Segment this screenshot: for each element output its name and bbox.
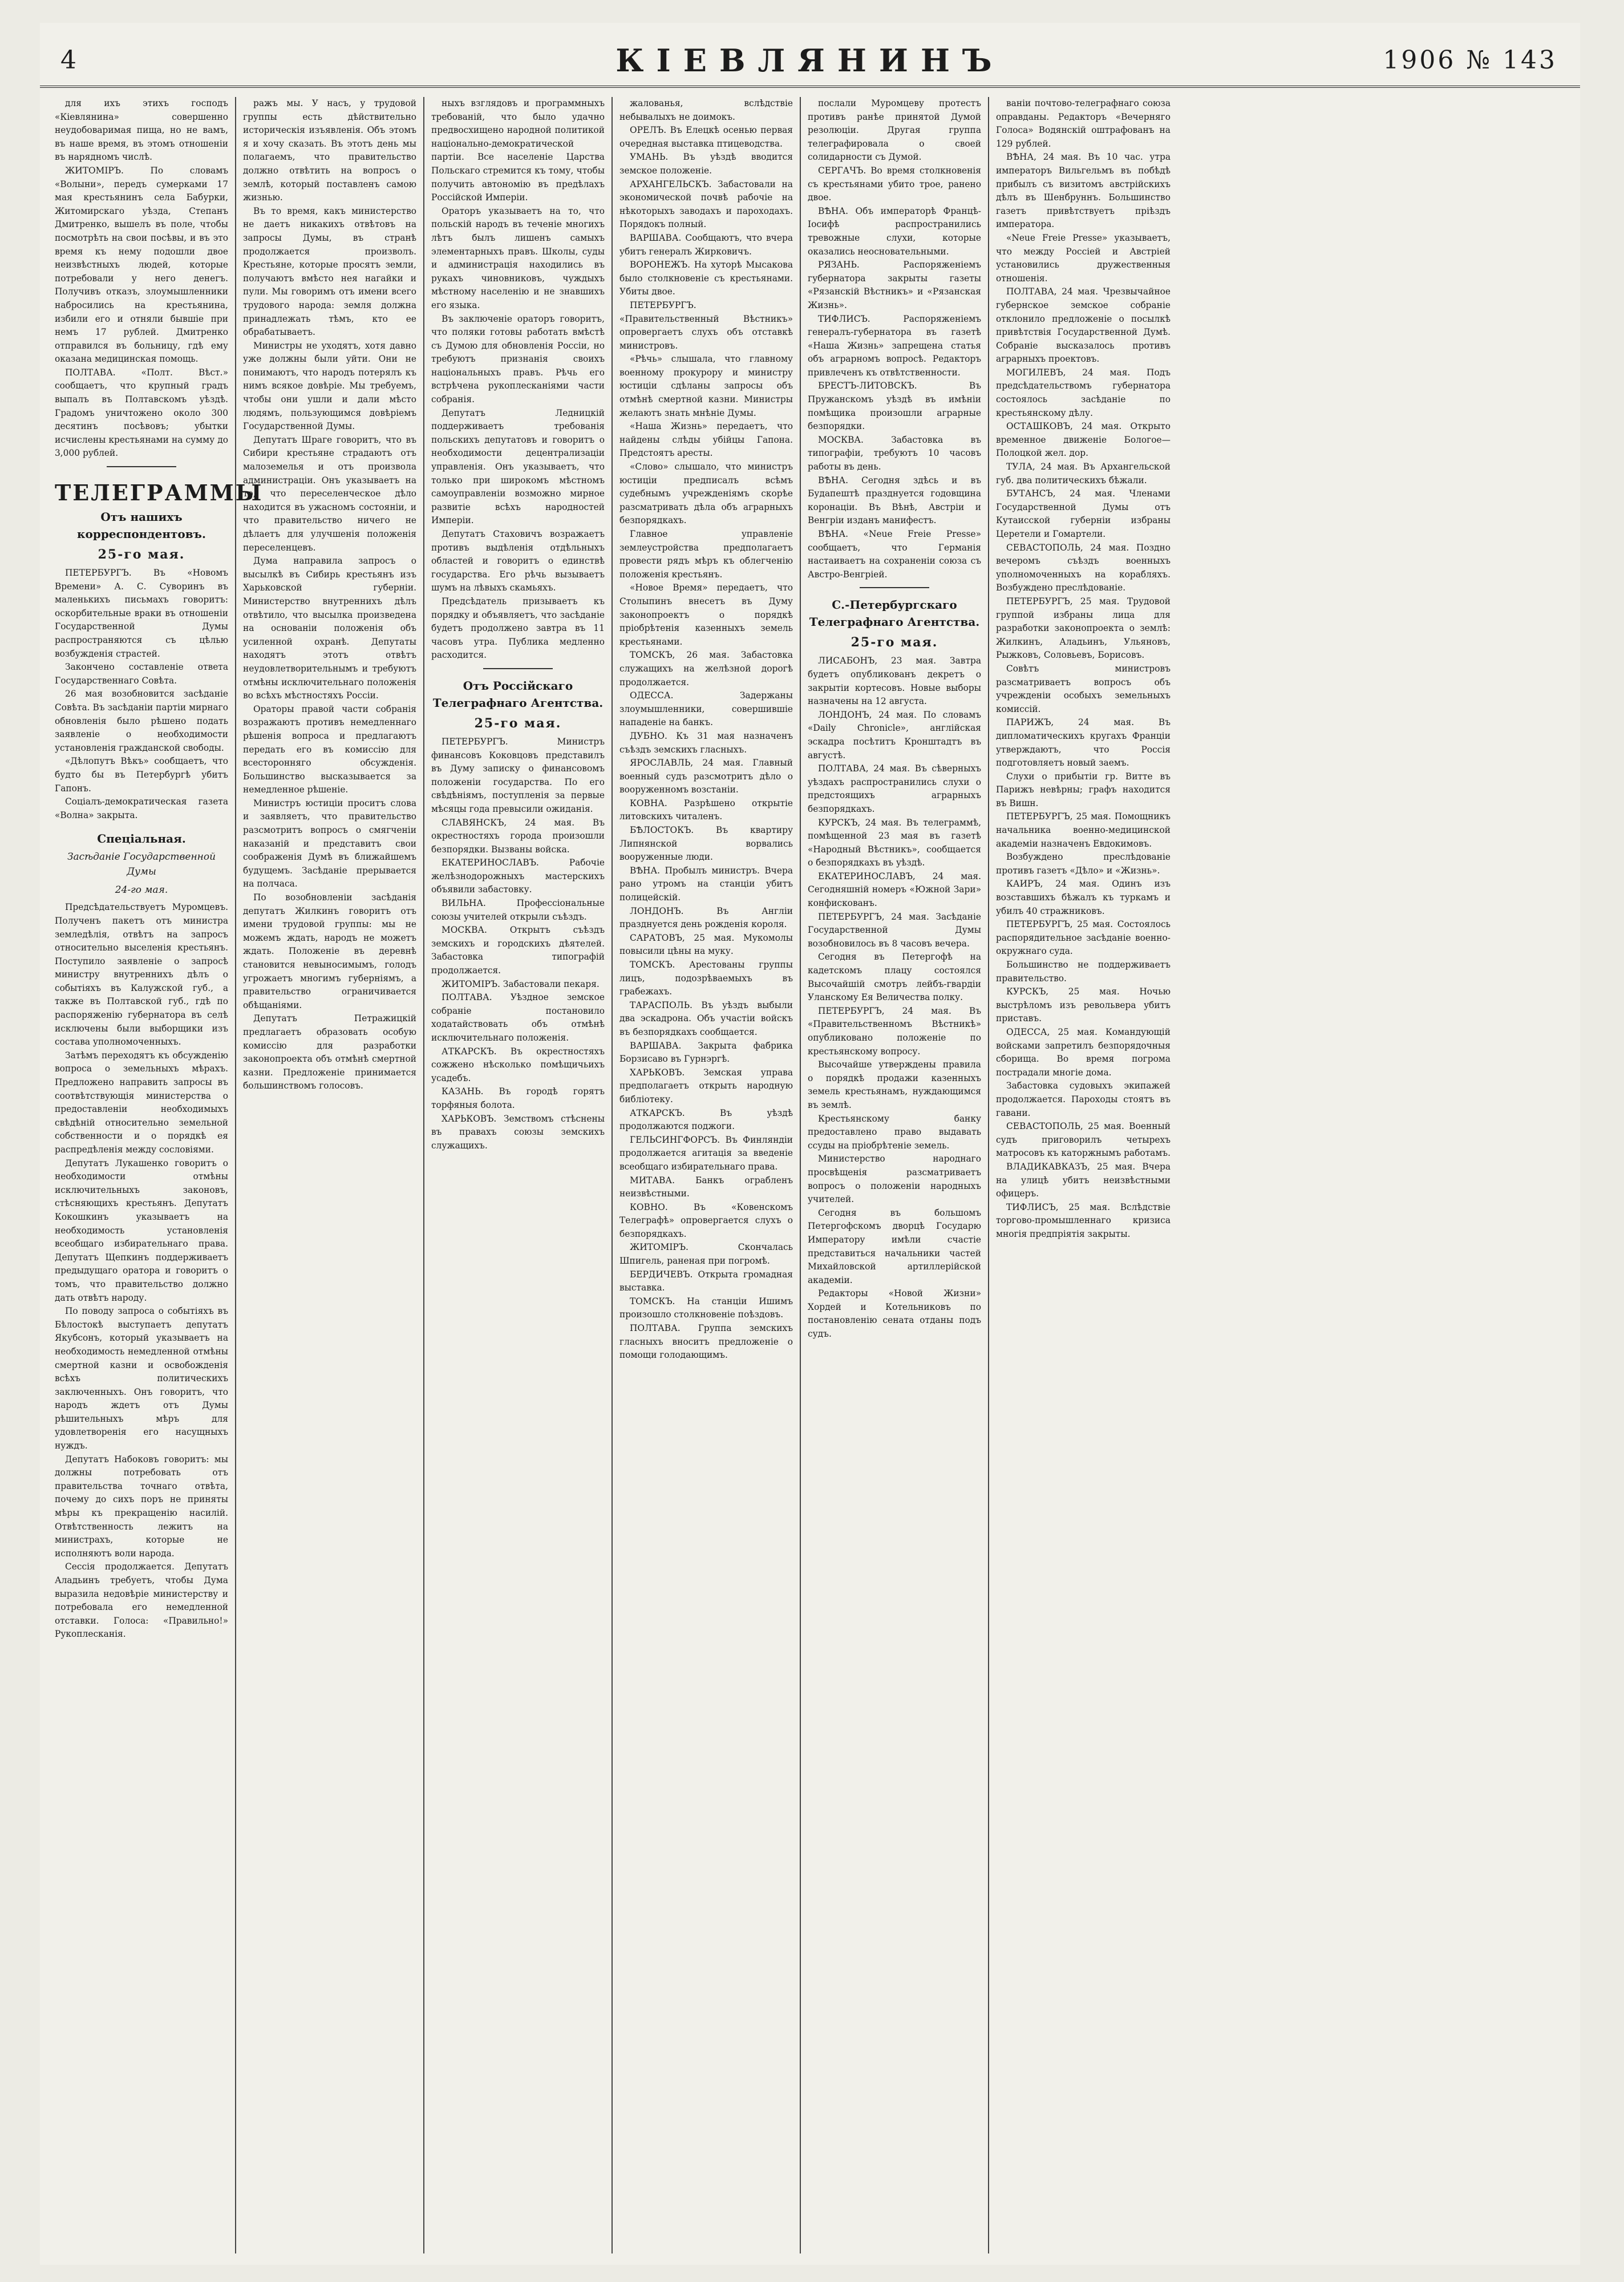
article-paragraph: По возобновленіи засѣданія депутатъ Жилкинъ говоритъ отъ имени трудовой группы: мы не можемъ ждать, народъ не можетъ ждать. Положеніе въ деревнѣ становится невыносимымъ, голодъ угрожаетъ многимъ губерніямъ, а правительство ограничивается обѣщаніями. (243, 892, 416, 1010)
article-paragraph: «Neue Freie Presse» указываетъ, что между Россіей и Австріей установились дружественныя отношенія. (996, 232, 1171, 284)
article-paragraph: Депутатъ Стаховичъ возражаетъ противъ выдѣленія отдѣльныхъ областей и говоритъ о единствѣ государства. Его рѣчь вызываетъ шумъ на лѣвыхъ скамьяхъ. (431, 529, 605, 593)
article-paragraph: Совѣтъ министровъ разсматриваетъ вопросъ объ учрежденіи особыхъ земельныхъ комиссій. (996, 663, 1171, 714)
column-3 (424, 97, 613, 2253)
article-paragraph: Затѣмъ переходятъ къ обсужденію вопроса о земельныхъ мѣрахъ. Предложено направить запросы въ соотвѣтствующія министерства о предоставленіи необходимыхъ свѣдѣній относительно земельной собственности и о порядкѣ ея распредѣленія между сословіями. (55, 1050, 228, 1155)
article-paragraph: Министерство народнаго просвѣщенія разсматриваетъ вопросъ о положеніи народныхъ учителей. (808, 1154, 981, 1205)
article-paragraph: БѢЛОСТОКЪ. Въ квартиру Липнянской ворвались вооруженные люди. (619, 825, 793, 863)
article-paragraph: ВѢНА. Объ императорѣ Францѣ-Іосифѣ распространились тревожные слухи, которые оказались неосновательными. (808, 205, 981, 257)
article-paragraph: СЕВАСТОПОЛЬ, 24 мая. Поздно вечеромъ съѣздъ военныхъ уполномоченныхъ на корабляхъ. Возбуждено преслѣдованіе. (996, 542, 1171, 593)
duma-session-heading: Засѣданіе Государственной Думы (67, 851, 216, 878)
date-heading: 25-го мая. (474, 715, 562, 731)
article-paragraph: АРХАНГЕЛЬСКЪ. Забастовали на экономической почвѣ рабочіе на нѣкоторыхъ заводахъ и пароходахъ. Порядокъ полный. (619, 179, 793, 230)
article-paragraph: ОРЕЛЪ. Въ Елецкѣ осенью первая очередная выставка птицеводства. (619, 125, 793, 149)
article-paragraph: ТОМСКЪ. На станціи Ишимъ произошло столкновеніе поѣздовъ. (619, 1296, 793, 1320)
article-paragraph: Дума направила запросъ о высылкѣ въ Сибирь крестьянъ изъ Харьковской губерніи. Министерство внутреннихъ дѣлъ отвѣтило, что высылка произведена на основаніи положенія объ усиленной охранѣ. Депутаты находятъ этотъ отвѣтъ неудовлетворительнымъ и требуютъ отмѣны исключительнаго положенія во всѣхъ мѣстностяхъ Россіи. (243, 556, 416, 701)
article-paragraph: ПОЛТАВА, 24 мая. Въ сѣверныхъ уѣздахъ распространились слухи о предстоящихъ аграрныхъ безпорядкахъ. (808, 763, 981, 814)
article-paragraph: АТКАРСКЪ. Въ окрестностяхъ сожжено нѣсколько помѣщичьихъ усадебъ. (431, 1046, 605, 1083)
date-heading: 25-го мая. (851, 635, 938, 650)
divider (107, 466, 176, 467)
article-paragraph: ВѢНА. «Neue Freie Presse» сообщаетъ, что Германія настаиваетъ на сохраненіи союза съ Австро-Венгріей. (808, 529, 981, 580)
article-paragraph: РЯЗАНЬ. Распоряженіемъ губернатора закрыты газеты «Рязанскій Вѣстникъ» и «Рязанская Жизнь». (808, 260, 981, 310)
article-paragraph: Возбуждено преслѣдованіе противъ газетъ «Дѣло» и «Жизнь». (996, 852, 1171, 876)
column-2 (236, 97, 424, 2253)
article-paragraph: Предсѣдатель призываетъ къ порядку и объявляетъ, что засѣданіе будетъ продолжено завтра въ 11 часовъ утра. Публика медленно расходится. (431, 596, 605, 661)
divider (860, 587, 929, 588)
article-paragraph: Ораторъ указываетъ на то, что польскій народъ въ теченіе многихъ лѣтъ былъ лишенъ самыхъ элементарныхъ правъ. Школы, суды и администрація находились въ рукахъ чиновниковъ, чуждыхъ мѣстному населенію и не знавшихъ его языка. (431, 205, 605, 310)
article-paragraph: Сегодня въ Петергофѣ на кадетскомъ плацу состоялся Высочайшій смотръ лейбъ-гвардіи Уланскому Ея Величества полку. (808, 952, 981, 1003)
article-paragraph: «Наша Жизнь» передаетъ, что найдены слѣды убійцы Гапона. Предстоятъ аресты. (619, 421, 793, 459)
columns (48, 97, 1577, 2253)
rta-heading: Отъ Россійскаго Телеграфнаго Агентства. (432, 678, 604, 710)
article-paragraph: ТИФЛИСЪ. Распоряженіемъ генералъ-губернатора въ газетѣ «Наша Жизнь» запрещена статья объ аграрномъ вопросѣ. Редакторъ привлеченъ къ отвѣтственности. (808, 313, 981, 378)
masthead (40, 34, 1580, 88)
issue-number: 1906 № 143 (1383, 46, 1557, 75)
article-paragraph: КАЗАНЬ. Въ городѣ горятъ торфяныя болота. (431, 1086, 605, 1110)
article-paragraph: Ораторы правой части собранія возражаютъ противъ немедленнаго рѣшенія вопроса и предлагаютъ передать его въ комиссію для всесторонняго обсужденія. Большинство высказывается за немедленное рѣшеніе. (243, 703, 416, 795)
article-paragraph: ГЕЛЬСИНГФОРСЪ. Въ Финляндіи продолжается агитація за введеніе всеобщаго избирательнаго права. (619, 1134, 793, 1172)
article-paragraph: ПЕТЕРБУРГЪ, 24 мая. Засѣданіе Государственной Думы возобновилось въ 8 часовъ вечера. (808, 911, 981, 949)
telegrams-heading: ТЕЛЕГРАММЫ (55, 480, 264, 506)
article-paragraph: ЖИТОМІРЪ. По словамъ «Волыни», передъ сумерками 17 мая крестьянинъ села Бабурки, Житомирскаго уѣзда, Степанъ Дмитренко, вышелъ въ поле, чтобы посмотрѣть на свои посѣвы, и въ это время къ нему подошли двое неизвѣстныхъ людей, которые потребовали у него денегъ. Получивъ отказъ, злоумышленники набросились на крестьянина, избили его и отняли бывшіе при немъ 17 рублей. Дмитренко отправился въ больницу, гдѣ ему оказана медицинская помощь. (55, 165, 228, 365)
article-paragraph: БЕРДИЧЕВЪ. Открыта громадная выставка. (619, 1269, 793, 1293)
article-paragraph: ПОЛТАВА, 24 мая. Чрезвычайное губернское земское собраніе отклонило предложеніе о посылкѣ привѣтствія Государственной Думѣ. Собраніе высказалось противъ аграрныхъ проектовъ. (996, 286, 1171, 365)
divider (483, 668, 553, 669)
article-paragraph: ПОЛТАВА. Группа земскихъ гласныхъ вноситъ предложеніе о помощи голодающимъ. (619, 1323, 793, 1361)
article-paragraph: для ихъ этихъ господъ «Кіевлянина» совершенно неудобоваримая пища, но не вамъ, въ наше время, въ этомъ отношеніи въ нарядномъ числѣ. (55, 98, 228, 163)
article-paragraph: Крестьянскому банку предоставлено право выдавать ссуды на пріобрѣтеніе земель. (808, 1113, 981, 1151)
article-paragraph: Слухи о прибытіи гр. Витте въ Парижъ невѣрны; графъ находится въ Вишн. (996, 771, 1171, 808)
article-paragraph: ВАРШАВА. Сообщаютъ, что вчера убитъ генералъ Жирковичъ. (619, 232, 793, 257)
article-paragraph: ТУЛА, 24 мая. Въ Архангельской губ. два политическихъ бѣжали. (996, 462, 1171, 485)
article-paragraph: Въ то время, какъ министерство не даетъ никакихъ отвѣтовъ на запросы Думы, въ странѣ продолжается произволъ. Крестьяне, которые просятъ земли, получаютъ вмѣсто нея нагайки и пули. Мы говоримъ отъ имени всего трудового народа: земля должна принадлежать тѣмъ, кто ее обрабатываетъ. (243, 205, 416, 338)
article-paragraph: ПЕТЕРБУРГЪ, 24 мая. Въ «Правительственномъ Вѣстникѣ» опубликовано положеніе по крестьянскому вопросу. (808, 1005, 981, 1057)
article-paragraph: «Дѣлопутъ Вѣкъ» сообщаетъ, что будто бы въ Петербургѣ убитъ Гапонъ. (55, 756, 228, 794)
article-paragraph: ХАРЬКОВЪ. Земствомъ стѣснены въ правахъ союзы земскихъ служащихъ. (431, 1113, 605, 1151)
article-paragraph: Высочайше утверждены правила о порядкѣ продажи казенныхъ земель крестьянамъ, нуждающимся въ землѣ. (808, 1059, 981, 1110)
article-paragraph: ОДЕССА. Задержаны злоумышленники, совершившіе нападеніе на банкъ. (619, 690, 793, 728)
article-paragraph: послали Муромцеву протестъ противъ ранѣе принятой Думой резолюціи. Другая группа телеграфировала о своей солидарности съ Думой. (808, 98, 981, 163)
article-paragraph: СЕВАСТОПОЛЬ, 25 мая. Военный судъ приговорилъ четырехъ матросовъ къ каторжнымъ работамъ. (996, 1121, 1171, 1159)
article-paragraph: Депутатъ Петражицкій предлагаетъ образовать особую комиссію для разработки законопроекта объ отмѣнѣ смертной казни. Предложеніе принимается большинствомъ голосовъ. (243, 1013, 416, 1091)
article-paragraph: «Слово» слышало, что министръ юстиціи предписалъ всѣмъ судебнымъ учрежденіямъ скорѣе разсматривать дѣла объ аграрныхъ безпорядкахъ. (619, 462, 793, 526)
article-paragraph: Большинство не поддерживаетъ правительство. (996, 960, 1171, 984)
article-paragraph: ЖИТОМІРЪ. Скончалась Шпигель, раненая при погромѣ. (619, 1242, 793, 1267)
article-paragraph: ВѢНА. Пробылъ министръ. Вчера рано утромъ на станціи убитъ полицейскій. (619, 865, 793, 903)
article-paragraph: ТОМСКЪ, 26 мая. Забастовка служащихъ на желѣзной дорогѣ продолжается. (619, 650, 793, 687)
article-paragraph: ЕКАТЕРИНОСЛАВЪ, 24 мая. Сегодняшній номеръ «Южной Зари» конфискованъ. (808, 871, 981, 909)
newspaper-page (40, 23, 1580, 2265)
article-paragraph: Редакторы «Новой Жизни» Хордей и Котельниковъ по постановленію сената отданы подъ судъ. (808, 1288, 981, 1340)
article-paragraph: ПАРИЖЪ, 24 мая. Въ дипломатическихъ кругахъ Франціи утверждаютъ, что Россія подготовляетъ новый заемъ. (996, 717, 1171, 768)
article-paragraph: Сессія продолжается. Депутатъ Аладьинъ требуетъ, чтобы Дума выразила недовѣріе министерству и потребовала его немедленной отставки. Голоса: «Правильно!» Рукоплесканія. (55, 1561, 228, 1640)
article-paragraph: ВѢНА. Сегодня здѣсь и въ Будапештѣ празднуется годовщина коронаціи. Въ Вѣнѣ, Австріи и Венгріи изданъ манифестъ. (808, 475, 981, 526)
article-paragraph: ПЕТЕРБУРГЪ. «Правительственный Вѣстникъ» опровергаетъ слухъ объ отставкѣ министровъ. (619, 300, 793, 351)
column-5 (801, 97, 989, 2253)
article-paragraph: ТОМСКЪ. Арестованы группы лицъ, подозрѣваемыхъ въ грабежахъ. (619, 960, 793, 997)
article-paragraph: ЕКАТЕРИНОСЛАВЪ. Рабочіе желѣзнодорожныхъ мастерскихъ объявили забастовку. (431, 857, 605, 895)
article-paragraph: Сегодня въ большомъ Петергофскомъ дворцѣ Государю Императору имѣли счастіе представиться начальники частей Михайловской артиллерійской академіи. (808, 1207, 981, 1285)
page-number: 4 (60, 46, 76, 75)
article-paragraph: Депутатъ Шраге говоритъ, что въ Сибири крестьяне страдаютъ отъ малоземелья и отъ произвола администраціи. Онъ указываетъ на то, что переселенческое дѣло находится въ ужасномъ состояніи, и что правительство ничего не дѣлаетъ для улучшенія положенія переселенцевъ. (243, 434, 416, 553)
date-heading: 25-го мая. (98, 547, 185, 563)
article-paragraph: ЛОНДОНЪ, 24 мая. По словамъ «Daily Chronicle», англійская эскадра посѣтитъ Кронштадтъ въ августѣ. (808, 709, 981, 760)
article-paragraph: ПЕТЕРБУРГЪ, 25 мая. Трудовой группой избраны лица для разработки законопроекта о землѣ: Жилкинъ, Аладьинъ, Ульяновъ, Рыжковъ, Соловьевъ, Борисовъ. (996, 596, 1171, 661)
article-paragraph: ТАРАСПОЛЬ. Въ уѣздъ выбыли два эскадрона. Объ участіи войскъ въ безпорядкахъ сообщается. (619, 1000, 793, 1037)
article-paragraph: ПЕТЕРБУРГЪ, 25 мая. Состоялось распорядительное засѣданіе военно-окружнаго суда. (996, 919, 1171, 957)
article-paragraph: ХАРЬКОВЪ. Земская управа предполагаетъ открыть народную библіотеку. (619, 1067, 793, 1104)
article-paragraph: ПОЛТАВА. «Полт. Вѣст.» сообщаетъ, что крупный градъ выпалъ въ Полтавскомъ уѣздѣ. Градомъ уничтожено около 300 десятинъ посѣвовъ; убытки исчислены крестьянами на сумму до 3,000 рублей. (55, 367, 228, 459)
article-paragraph: Министры не уходятъ, хотя давно уже должны были уйти. Они не понимаютъ, что народъ потерялъ къ нимъ всякое довѣріе. Мы требуемъ, чтобы они ушли и дали мѣсто людямъ, пользующимся довѣріемъ Государственной Думы. (243, 340, 416, 432)
article-paragraph: Депутатъ Лукашенко говоритъ о необходимости отмѣны исключительныхъ законовъ, стѣсняющихъ крестьянъ. Депутатъ Кокошкинъ указываетъ на необходимость установленія всеобщаго избирательнаго права. Депутатъ Щепкинъ поддерживаетъ предыдущаго оратора и говоритъ о томъ, что правительство должно дать отвѣтъ народу. (55, 1158, 228, 1303)
article-paragraph: ПЕТЕРБУРГЪ, 25 мая. Помощникъ начальника военно-медицинской академіи назначенъ Евдокимовъ. (996, 811, 1171, 849)
article-paragraph: КУРСКЪ, 24 мая. Въ телеграммѣ, помѣщенной 23 мая въ газетѣ «Народный Вѣстникъ», сообщается о безпорядкахъ въ уѣздѣ. (808, 817, 981, 868)
article-paragraph: МОСКВА. Открытъ съѣздъ земскихъ и городскихъ дѣятелей. Забастовка типографій продолжается. (431, 925, 605, 976)
article-paragraph: ВОРОНЕЖЪ. На хуторѣ Мысакова было столкновеніе съ крестьянами. Убиты двое. (619, 260, 793, 297)
article-paragraph: ТИФЛИСЪ, 25 мая. Вслѣдствіе торгово-промышленнаго кризиса многія предпріятія закрыты. (996, 1201, 1171, 1239)
article-paragraph: ражъ мы. У насъ, у трудовой группы есть дѣйствительно историческія изъявленія. Объ этомъ я и хочу сказать. Въ этотъ день мы полагаемъ, что правительство должно отвѣтить на вопросъ о землѣ, который поставленъ самою жизнью. (243, 98, 416, 203)
article-paragraph: ОСТАШКОВЪ, 24 мая. Открыто временное движеніе Бологое—Полоцкой жел. дор. (996, 421, 1171, 459)
article-paragraph: Въ заключеніе ораторъ говоритъ, что поляки готовы работать вмѣстѣ съ Думою для обновленія Россіи, но требуютъ признанія своихъ національныхъ правъ. Рѣчь его встрѣчена рукоплесканіями части собранія. (431, 313, 605, 405)
article-paragraph: ЛИСАБОНЪ, 23 мая. Завтра будетъ опубликованъ декретъ о закрытіи кортесовъ. Новые выборы назначены на 12 августа. (808, 656, 981, 707)
own-correspondents-heading: Отъ нашихъ корреспондентовъ. (77, 510, 206, 541)
article-paragraph: ОДЕССА, 25 мая. Командующій войсками запретилъ безпорядочныя сборища. Во время погрома пострадали многіе дома. (996, 1026, 1171, 1078)
article-paragraph: «Рѣчь» слышала, что главному военному прокурору и министру юстиціи сдѣланы запросы объ отмѣнѣ смертной казни. Министры желаютъ знать мнѣніе Думы. (619, 354, 793, 418)
article-paragraph: По поводу запроса о событіяхъ въ Бѣлостокѣ выступаетъ депутатъ Якубсонъ, который указываетъ на необходимость немедленной отмѣны смертной казни и освобожденія всѣхъ политическихъ заключенныхъ. Онъ говоритъ, что народъ ждетъ отъ Думы рѣшительныхъ мѣръ для удовлетворенія его насущныхъ нуждъ. (55, 1306, 228, 1451)
column-4 (613, 97, 801, 2253)
newspaper-title: КІЕВЛЯНИНЪ (615, 42, 1005, 79)
article-paragraph: Закончено составленіе ответа Государственнаго Совѣта. (55, 662, 228, 686)
article-paragraph: АТКАРСКЪ. Въ уѣздѣ продолжаются поджоги. (619, 1107, 793, 1132)
column-1 (48, 97, 264, 2253)
article-paragraph: ныхъ взглядовъ и программныхъ требованій, что было удачно предвосхищено народной политикой національно-демократической партіи. Все населеніе Царства Польскаго стремится къ тому, чтобы получить автономію въ предѣлахъ Россійской Имперіи. (431, 98, 605, 203)
article-paragraph: САРАТОВЪ, 25 мая. Мукомолы повысили цѣны на муку. (619, 932, 793, 957)
article-paragraph: Соціалъ-демократическая газета «Волна» закрыта. (55, 796, 228, 820)
special-heading: Спеціальная. (97, 832, 186, 846)
article-paragraph: Депутатъ Ледницкій поддерживаетъ требованія польскихъ депутатовъ и говоритъ о необходимости децентрализаціи управленія. Онъ указываетъ, что только при широкомъ мѣстномъ самоуправленіи возможно мирное развитіе всѣхъ народностей Имперіи. (431, 407, 605, 526)
article-paragraph: Предсѣдательствуетъ Муромцевъ. Полученъ пакетъ отъ министра земледѣлія, отвѣтъ на запросъ относительно выселенія крестьянъ. Поступило заявленіе о запросѣ министру внутреннихъ дѣлъ о событіяхъ въ Калужской губ., а также въ Полтавской губ., гдѣ по распоряженію губернатора въ селѣ исключены были выборщики изъ состава уполномоченныхъ. (55, 902, 228, 1047)
article-paragraph: Министръ юстиціи проситъ слова и заявляетъ, что правительство разсмотритъ вопросъ о смягченіи наказаній и представитъ свои соображенія Думѣ въ ближайшемъ будущемъ. Засѣданіе прерывается на полчаса. (243, 798, 416, 889)
article-paragraph: ПЕТЕРБУРГЪ. Министръ финансовъ Коковцовъ представилъ въ Думу записку о финансовомъ положеніи государства. По его свѣдѣніямъ, поступленія за первые мѣсяцы года превысили ожиданія. (431, 736, 605, 814)
article-paragraph: ВЛАДИКАВКАЗЪ, 25 мая. Вчера на улицѣ убитъ неизвѣстными офицеръ. (996, 1161, 1171, 1199)
article-paragraph: СЛАВЯНСКЪ, 24 мая. Въ окрестностяхъ города произошли безпорядки. Вызваны войска. (431, 817, 605, 855)
article-paragraph: МИТАВА. Банкъ ограбленъ неизвѣстными. (619, 1175, 793, 1199)
article-paragraph: КОВНА. Разрѣшено открытіе литовскихъ читаленъ. (619, 798, 793, 822)
article-paragraph: УМАНЬ. Въ уѣздѣ вводится земское положеніе. (619, 152, 793, 176)
article-paragraph: ЛОНДОНЪ. Въ Англіи празднуется день рожденія короля. (619, 905, 793, 930)
article-paragraph: БРЕСТЪ-ЛИТОВСКЪ. Въ Пружанскомъ уѣздѣ въ имѣніи помѣщика произошли аграрные безпорядки. (808, 381, 981, 432)
article-paragraph: КАИРЪ, 24 мая. Одинъ изъ возставшихъ бѣжалъ къ туркамъ и убилъ 40 стражниковъ. (996, 879, 1171, 916)
article-paragraph: КОВНО. Въ «Ковенскомъ Телеграфѣ» опровергается слухъ о безпорядкахъ. (619, 1201, 793, 1239)
article-paragraph: БУТАНСЪ, 24 мая. Членами Государственной Думы отъ Кутаисской губерніи избраны Церетели и Гомартели. (996, 488, 1171, 539)
article-paragraph: 26 мая возобновится засѣданіе Совѣта. Въ засѣданіи партіи мирнаго обновленія было рѣшено подать заявленіе о необходимости установленія гражданской свободы. (55, 689, 228, 753)
spb-agency-heading: С.-Петербургскаго Телеграфнаго Агентства. (809, 598, 980, 629)
article-paragraph: «Новое Время» передаетъ, что Столыпинъ внесетъ въ Думу законопроектъ о порядкѣ пріобрѣтенія казенныхъ земель крестьянами. (619, 582, 793, 647)
article-paragraph: ПЕТЕРБУРГЪ. Въ «Новомъ Времени» А. С. Суворинъ въ маленькихъ письмахъ говоритъ: оскорбительные враки въ отношеніи Государственной Думы распространяются съ цѣлью возбужденія страстей. (55, 568, 228, 659)
article-paragraph: ваніи почтово-телеграфнаго союза оправданы. Редакторъ «Вечерняго Голоса» Водянскій оштрафованъ на 129 рублей. (996, 98, 1171, 149)
day-heading: 24-го мая. (115, 884, 168, 896)
column-6 (989, 97, 1177, 2253)
article-paragraph: СЕРГАЧЪ. Во время столкновенія съ крестьянами убито трое, ранено двое. (808, 165, 981, 203)
article-paragraph: Забастовка судовыхъ экипажей продолжается. Пароходы стоятъ въ гавани. (996, 1081, 1171, 1118)
article-paragraph: ПОЛТАВА. Уѣздное земское собраніе постановило ходатайствовать объ отмѣнѣ исключительнаго положенія. (431, 992, 605, 1043)
article-paragraph: ЖИТОМІРЪ. Забастовали пекаря. (442, 978, 600, 989)
article-paragraph: МОСКВА. Забастовка въ типографіи, требуютъ 10 часовъ работы въ день. (808, 434, 981, 472)
article-paragraph: ВИЛЬНА. Профессіональные союзы учителей открыли съѣздъ. (431, 898, 605, 922)
article-paragraph: Депутатъ Набоковъ говоритъ: мы должны потребовать отъ правительства точнаго отвѣта, почему до сихъ поръ не приняты мѣры къ прекращенію насилій. Отвѣтственность лежитъ на министрахъ, которые не исполняютъ воли народа. (55, 1454, 228, 1559)
article-paragraph: ВѢНА, 24 мая. Въ 10 час. утра императоръ Вильгельмъ въ побѣдѣ прибылъ съ визитомъ австрійскихъ дѣлъ въ Шенбруннъ. Большинство газетъ привѣтствуетъ пріѣздъ императора. (996, 152, 1171, 230)
article-paragraph: жалованья, вслѣдствіе небывалыхъ не доимокъ. (619, 98, 793, 122)
article-paragraph: ЯРОСЛАВЛЬ, 24 мая. Главный военный судъ разсмотритъ дѣло о вооруженномъ возстаніи. (619, 758, 793, 795)
article-paragraph: ВАРШАВА. Закрыта фабрика Борзисаво въ Гурнэргѣ. (619, 1040, 793, 1065)
article-paragraph: МОГИЛЕВЪ, 24 мая. Подъ предсѣдательствомъ губернатора состоялось засѣданіе по крестьянскому дѣлу. (996, 367, 1171, 418)
article-paragraph: Главное управленіе землеустройства предполагаетъ провести рядъ мѣръ къ облегченію положенія крестьянъ. (619, 529, 793, 580)
article-paragraph: КУРСКЪ, 25 мая. Ночью выстрѣломъ изъ револьвера убитъ приставъ. (996, 986, 1171, 1024)
article-paragraph: ДУБНО. Къ 31 мая назначенъ съѣздъ земскихъ гласныхъ. (619, 730, 793, 755)
